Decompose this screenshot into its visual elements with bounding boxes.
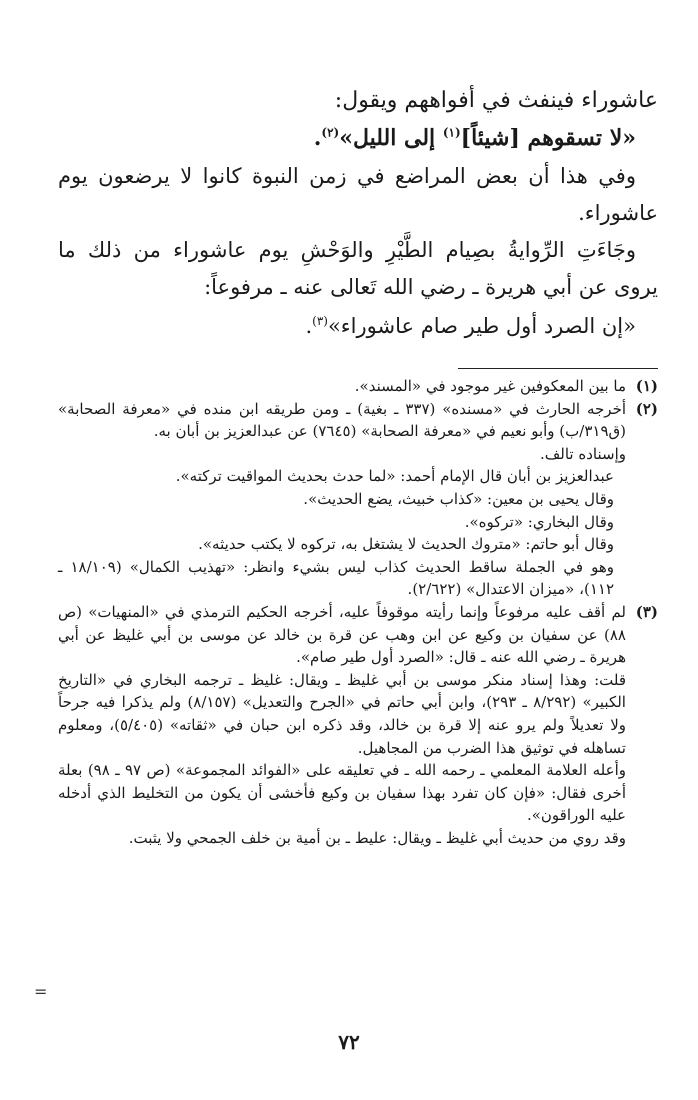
footnote-line: عبدالعزيز بن أبان قال الإمام أحمد: «لما حدث بحديث المواقيت تركته». [175,467,614,486]
intro-line: عاشوراء فينفث في أفواههم ويقول: [334,88,658,113]
footnote-number: (١) [635,377,658,395]
footnote-body [58,375,626,398]
footnote-body [58,601,626,850]
footnote-line: لم أقف عليه مرفوعاً وإنما رأيته موقوفاً عليه، أخرجه الحكيم الترمذي في «المنهيات» (ص ٨٨) عن سفيان بن وكيع عن ابن وهب عن قرة بن خالد عن موسى بن أبي غليظ عن أبي هريرة ـ رضي الله عنه ـ قال: «الصرد أول طير صام». [58,602,626,667]
footnote-ref-3[interactable]: (٣) [312,314,328,328]
footnote-line: وقال أبو حاتم: «متروك الحديث لا يشتغل به، تركوه لا يكتب حديثه». [198,535,614,554]
paragraph-1-text: وفي هذا أن بعض المراضع في زمن النبوة كانوا لا يرضعون يوم عاشوراء. [58,164,658,225]
footnote-1 [58,375,658,398]
footnote-number: (٢) [635,399,658,418]
footnote-line: وإسناده تالف. [540,444,626,463]
footnote-3 [58,601,658,850]
footnote-line: قلت: وهذا إسناد منكر موسى بن أبي غليظ ـ ويقال: غليظ ـ ترجمه البخاري في «التاريخ الكبير» (٨/٢٩٢ ـ ٢٩٣)، وابن أبي حاتم في «الجرح والتعديل» (٨/١٥٧) ولم يذكرا فيه جرحاً ولا تعديلاً ولم يرو عنه إلا قرة بن خالد، وقد ذكره ابن حبان في «ثقاته» (٥/٤٠٥)، ومعلوم تساهله في توثيق هذا الضرب من المجاهيل. [58,670,626,757]
paragraph-2-text: وجَاءَتِ الرِّوايةُ بصِيام الطَّيْرِ والوَحْشِ يوم عاشوراء من ذلك ما يروى عن أبي هريرة ـ رضي الله تَعالى عنه ـ مرفوعاً: [58,238,658,299]
quote-2-end: . [305,314,313,338]
footnote-line: وقال يحيى بن معين: «كذاب خبيث، يضع الحديث». [303,489,614,508]
page-body [58,84,658,849]
footnote-line: أخرجه الحارث في «مسنده» (٣٣٧ ـ بغية) ـ ومن طريقه ابن منده في «معرفة الصحابة» (ق٣١٩/ب) وأبو نعيم في «معرفة الصحابة» (٧٦٤٥) عن عبدالعزيز بن أبان به. [58,399,627,441]
quote-no-water [58,118,658,158]
quote-sard [58,306,658,346]
footnote-line: وأعله العلامة المعلمي ـ رحمه الله ـ في تعليقه على «الفوائد المجموعة» (ص ٩٧ ـ ٩٨) بعلة أخرى فقال: «فإن كان تفرد بهذا سفيان بن وكيع فأخشى أن يكون من التخليط الذي أدخله عليه الوراقون». [58,761,626,825]
quote-1-part-b: إلى الليل» [339,125,443,151]
footnote-number: (٣) [635,602,658,621]
footnote-line: وقد روي من حديث أبي غليظ ـ ويقال: عليط ـ بن أمية بن خلف الجمحي ولا يثبت. [128,828,626,847]
footnote-2 [58,398,658,601]
quote-1-part-a: «لا تسقوهم [شيئاً] [460,125,636,151]
footnotes [58,375,658,849]
page-number: ٧٢ [338,1030,360,1054]
footnote-line: ما بين المعكوفين غير موجود في «المسند». [354,377,626,395]
footnote-line: وهو في الجملة ساقط الحديث كذاب ليس بشيء وانظر: «تهذيب الكمال» (١٨/١٠٩ ـ ١١٢)، «ميزان الاعتدال» (٢/٦٢٢). [58,557,614,599]
main-text [58,84,658,346]
footnote-line: وقال البخاري: «تركوه». [464,512,614,531]
footnote-ref-2[interactable]: (٢) [321,125,340,140]
paragraph-birds [58,232,658,306]
quote-2-text: «إن الصرد أول طير صام عاشوراء» [327,314,636,338]
footnote-body [58,398,626,601]
margin-mark: = [34,982,48,1001]
quote-1-end: . [313,125,322,151]
footnote-ref-1[interactable]: (١) [442,125,461,140]
paragraph-nursing [58,158,658,232]
footnote-separator [458,368,658,369]
